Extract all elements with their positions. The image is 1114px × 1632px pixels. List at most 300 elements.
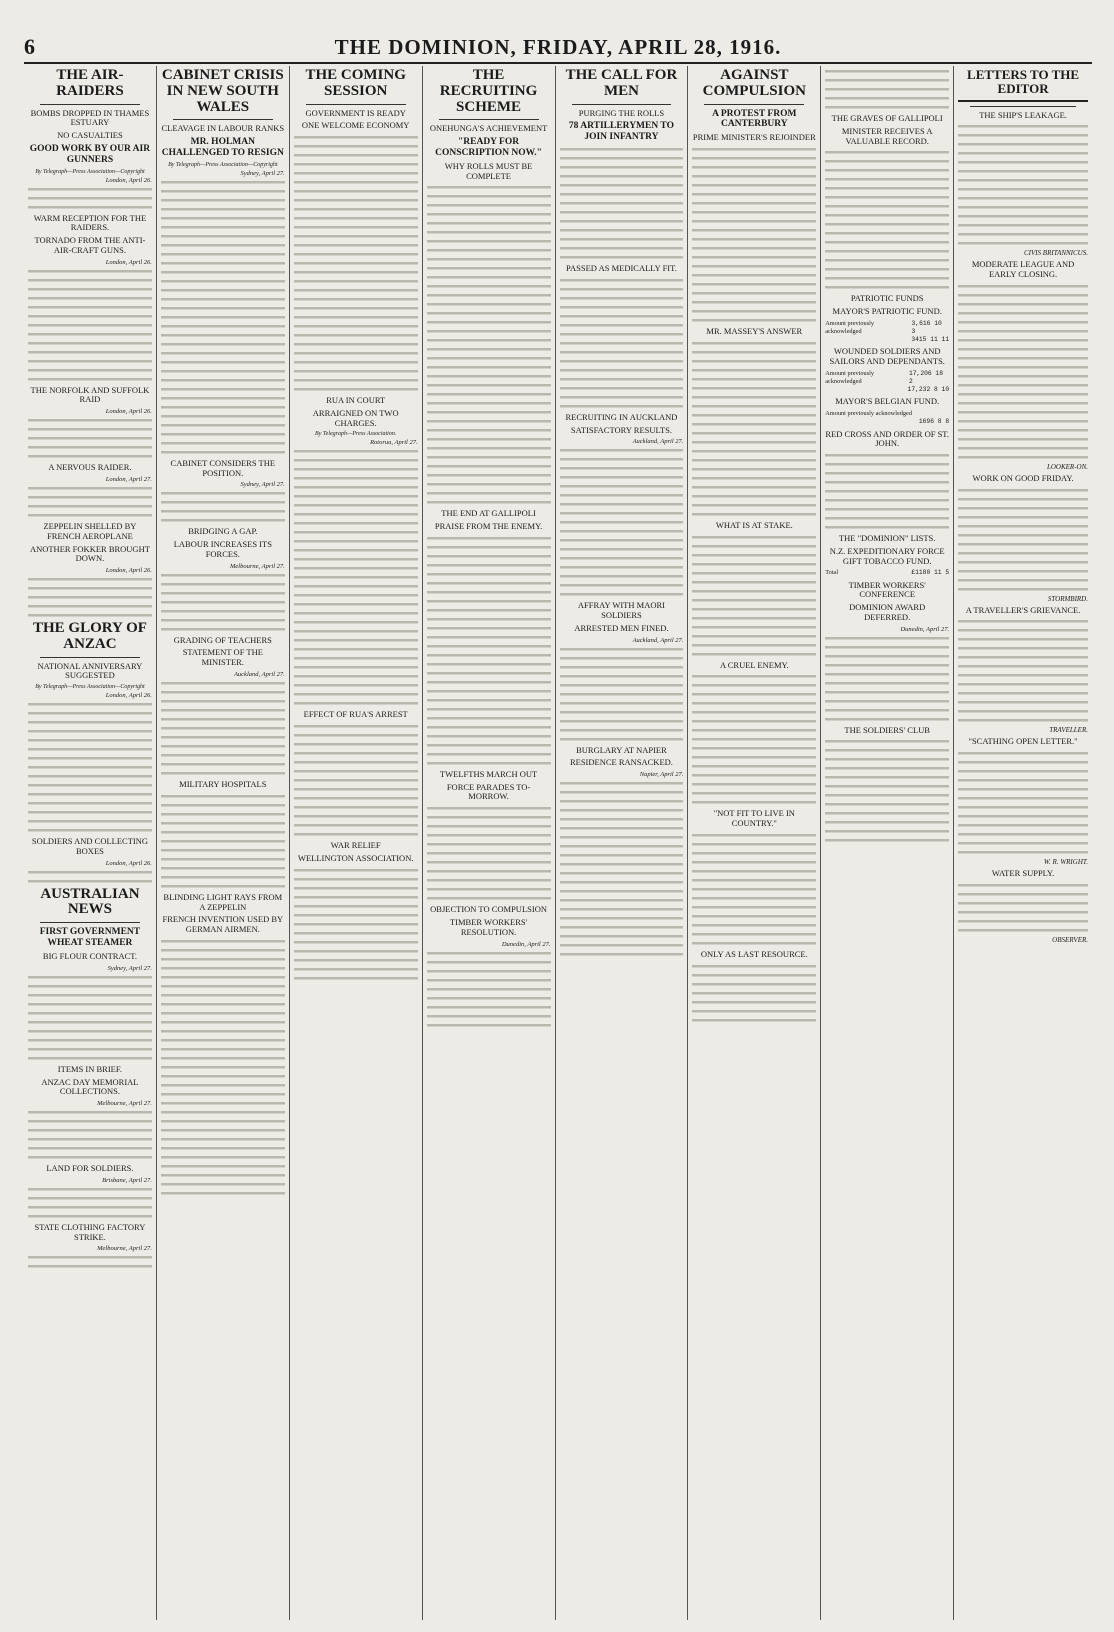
text-line [161,938,285,945]
text-line [28,1154,152,1161]
text-line [825,203,949,210]
text-line [692,709,816,716]
text-line [294,921,418,928]
text-line [560,924,684,931]
text-line [294,966,418,973]
deck: PASSED AS MEDICALLY FIT. [566,263,677,274]
text-line [294,655,418,662]
text-line [825,698,949,705]
text-line [560,555,684,562]
text-line [692,579,816,586]
text-line [958,532,1088,539]
text-line [161,260,285,267]
text-line [560,573,684,580]
text-line [560,888,684,895]
text-line [560,861,684,868]
text-line [294,323,418,330]
text-line [28,818,152,825]
text-line [161,1181,285,1188]
text-line [692,1017,816,1024]
text-line [560,173,684,180]
dateline: Sydney, April 27. [240,481,285,489]
text-line [427,472,551,479]
text-line [958,568,1088,575]
text-line [294,188,418,195]
deck: A CRUEL ENEMY. [719,659,789,670]
text-line [427,346,551,353]
text-line [161,341,285,348]
text-line [161,707,285,714]
fund-amount: 3415 11 11 [911,336,950,344]
text-line [28,782,152,789]
article-body [427,535,551,767]
deck: GOVERNMENT IS READY [305,107,406,118]
deck: "SCATHING OPEN LETTER." [968,736,1078,747]
text-line [294,475,418,482]
text-line [958,292,1088,299]
text-line [958,231,1088,238]
text-line [161,1037,285,1044]
deck: ONE WELCOME ECONOMY [301,120,410,131]
deck: RECRUITING IN AUCKLAND [565,411,678,422]
text-line [958,400,1088,407]
text-line [825,230,949,237]
letter-signature: TRAVELLER. [1049,726,1088,735]
text-line [958,159,1088,166]
text-line [28,719,152,726]
text-line [560,537,684,544]
text-line [161,599,285,606]
article-body [560,780,684,958]
text-line [28,612,152,619]
text-line [161,1064,285,1071]
text-line [560,655,684,662]
text-line [560,456,684,463]
text-line [958,541,1088,548]
deck: OBJECTION TO COMPULSION [430,904,547,915]
text-line [692,146,816,153]
divider [40,657,140,658]
text-line [294,691,418,698]
text-line [427,589,551,596]
text-line [161,413,285,420]
text-line [692,745,816,752]
text-line [692,263,816,270]
fund-label: Amount previously acknowledged [825,319,875,335]
text-line [692,457,816,464]
text-line [427,679,551,686]
headline: THE GLORY OF ANZAC [32,620,147,652]
text-line [161,1091,285,1098]
text-line [958,777,1088,784]
article-body [427,805,551,902]
text-line [28,1145,152,1152]
text-line [161,242,285,249]
text-line [161,581,285,588]
text-line [692,904,816,911]
text-line [28,186,152,193]
text-line [427,310,551,317]
text-line [294,583,418,590]
dateline: Dunedin, April 27. [501,940,551,948]
text-line [958,699,1088,706]
text-line [560,727,684,734]
text-line [692,394,816,401]
text-line [28,376,152,383]
text-line [427,742,551,749]
text-line [427,886,551,893]
text-line [692,218,816,225]
text-line [825,497,949,504]
deck: ONLY AS LAST RESOURCE. [700,948,808,959]
column-6 [688,66,821,1620]
text-line [28,512,152,519]
text-line [427,598,551,605]
text-line [161,770,285,777]
deck: A TRAVELLER'S GRIEVANCE. [965,604,1081,615]
text-line [560,870,684,877]
text-line [560,277,684,284]
text-line [692,877,816,884]
text-line [560,789,684,796]
headline: CABINET CRISIS IN NEW SOUTH WALES [161,67,284,115]
text-line [958,454,1088,461]
text-line [294,903,418,910]
text-line [161,188,285,195]
text-line [161,350,285,357]
text-line [427,292,551,299]
text-line [958,204,1088,211]
text-line [161,287,285,294]
text-line [427,895,551,902]
text-line [692,552,816,559]
article-body [28,701,152,834]
deck: BRIDGING A GAP. [188,526,258,537]
text-line [825,783,949,790]
text-line [28,1037,152,1044]
text-line [958,786,1088,793]
deck: EFFECT OF RUA'S ARREST [303,709,408,720]
text-line [692,308,816,315]
text-line [427,724,551,731]
text-line [427,256,551,263]
text-line [427,643,551,650]
columns [24,66,1092,1620]
article-body [28,869,152,885]
deck: ONEHUNGA'S ACHIEVEMENT [429,123,548,134]
text-line [28,1195,152,1202]
text-line [958,900,1088,907]
text-line [161,404,285,411]
text-line [958,708,1088,715]
deck: BIG FLOUR CONTRACT. [42,950,137,961]
divider [704,104,804,105]
text-line [692,754,816,761]
text-line [958,496,1088,503]
text-line [560,897,684,904]
article-body [958,487,1088,593]
text-line [825,212,949,219]
text-line [560,510,684,517]
text-line [958,577,1088,584]
article-body [825,635,949,723]
text-line [161,1100,285,1107]
text-line [958,346,1088,353]
divider [40,104,140,105]
deck: SOLDIERS AND COLLECTING BOXES [31,836,149,856]
text-line [427,859,551,866]
text-line [427,670,551,677]
fund-amount: 3,616 10 3 [911,319,942,335]
text-line [427,211,551,218]
text-line [825,221,949,228]
text-line [427,373,551,380]
text-line [692,588,816,595]
deck: RESIDENCE RANSACKED. [569,757,673,768]
text-line [958,559,1088,566]
text-line [560,942,684,949]
text-line [560,236,684,243]
deck: ARRESTED MEN FINED. [574,622,669,633]
text-line [28,791,152,798]
text-line [427,715,551,722]
text-line [692,736,816,743]
text-line [28,1019,152,1026]
text-line [294,601,418,608]
text-line [427,184,551,191]
text-line [560,492,684,499]
text-line [825,716,949,723]
deck: ARRAIGNED ON TWO CHARGES. [312,407,399,428]
text-line [825,756,949,763]
text-line [294,179,418,186]
text-line [161,1163,285,1170]
text-line [427,355,551,362]
text-line [161,680,285,687]
text-line [427,697,551,704]
article-body [161,938,285,1197]
text-line [692,1008,816,1015]
text-line [958,391,1088,398]
fund-amount: 17,232 8 10 [907,386,950,394]
text-line [958,849,1088,856]
text-line [294,341,418,348]
text-line [161,752,285,759]
text-line [28,746,152,753]
column-7 [821,66,954,1620]
text-line [427,463,551,470]
text-line [28,304,152,311]
text-line [825,644,949,651]
text-line [560,209,684,216]
text-line [825,792,949,799]
article-body [692,963,816,1024]
deck: THE END AT GALLIPOLI [441,508,536,519]
text-line [161,1082,285,1089]
text-line [161,1154,285,1161]
text-line [692,886,816,893]
text-line [958,355,1088,362]
dateline: London, April 26. [105,176,152,184]
text-line [560,915,684,922]
text-line [161,847,285,854]
text-line [294,664,418,671]
text-line [560,367,684,374]
text-line [161,431,285,438]
text-line [427,562,551,569]
text-line [692,691,816,698]
article-body [28,417,152,460]
subheadline: GOOD WORK BY OUR AIR GUNNERS [29,143,151,165]
text-line [427,877,551,884]
text-line [28,728,152,735]
text-line [28,1109,152,1116]
text-line [28,340,152,347]
dateline: Rotorua, April 27. [370,439,418,447]
text-line [692,367,816,374]
letter-signature: CIVIS BRITANNICUS. [1023,249,1088,258]
text-line [427,499,551,506]
text-line [427,193,551,200]
text-line [161,617,285,624]
text-line [294,269,418,276]
text-line [825,837,949,844]
text-line [560,385,684,392]
article-body [161,179,285,456]
text-line [692,299,816,306]
text-line [427,977,551,984]
text-line [161,1055,285,1062]
text-line [294,682,418,689]
headline: THE AIR-RAIDERS [56,67,124,99]
text-line [28,453,152,460]
text-line [161,838,285,845]
deck: DOMINION AWARD DEFERRED. [849,602,926,622]
text-line [958,514,1088,521]
text-line [560,164,684,171]
text-line [958,654,1088,661]
dateline: Melbourne, April 27. [229,562,285,570]
text-line [294,948,418,955]
dateline: London, April 26. [105,408,152,416]
text-line [958,328,1088,335]
deck: BLINDING LIGHT RAYS FROM A ZEPPELIN [163,891,283,912]
text-line [560,673,684,680]
text-line [427,238,551,245]
text-line [958,418,1088,425]
text-line [294,287,418,294]
text-line [692,493,816,500]
text-line [560,807,684,814]
page-number: 6 [24,34,35,59]
text-line [28,322,152,329]
text-line [161,874,285,881]
text-line [692,763,816,770]
text-line [692,317,816,324]
text-line [294,876,418,883]
text-line [427,706,551,713]
text-line [28,1213,152,1220]
text-line [427,760,551,767]
text-line [294,493,418,500]
text-line [161,278,285,285]
dateline: London, April 26. [105,258,152,266]
text-line [958,822,1088,829]
text-line [958,150,1088,157]
text-line [560,564,684,571]
text-line [294,197,418,204]
fund-row [825,336,949,344]
text-line [692,182,816,189]
text-line [28,1118,152,1125]
text-line [825,635,949,642]
text-line [28,809,152,816]
text-line [161,974,285,981]
text-line [692,200,816,207]
dateline: London, April 26. [105,567,152,575]
section-title: LETTERS TO THE EDITOR [958,68,1088,102]
text-line [161,1046,285,1053]
text-line [294,750,418,757]
text-line [692,673,816,680]
text-line [560,879,684,886]
text-line [560,465,684,472]
text-line [28,1127,152,1134]
text-line [294,233,418,240]
deck: TORNADO FROM THE ANTI-AIR-CRAFT GUNS. [34,235,146,255]
text-line [28,1204,152,1211]
text-line [825,810,949,817]
text-line [28,1001,152,1008]
text-line [161,490,285,497]
text-line [958,222,1088,229]
text-line [294,484,418,491]
byline: By Telegraph—Press Association—Copyright [35,684,145,691]
text-line [427,265,551,272]
text-line [28,358,152,365]
text-line [958,882,1088,889]
text-line [294,574,418,581]
text-line [692,164,816,171]
text-line [958,301,1088,308]
text-line [427,607,551,614]
text-line [28,313,152,320]
text-line [692,511,816,518]
text-line [692,403,816,410]
text-line [560,474,684,481]
text-line [161,1028,285,1035]
text-line [560,218,684,225]
deck: TWELFTHS MARCH OUT [439,768,538,779]
dateline: Melbourne, April 27. [97,1100,152,1108]
text-line [161,956,285,963]
text-line [294,448,418,455]
text-line [294,741,418,748]
text-line [692,475,816,482]
dateline: Sydney, April 27. [240,169,285,177]
article-body [161,793,285,890]
text-line [825,194,949,201]
text-line [294,386,418,393]
text-line [28,295,152,302]
text-line [692,931,816,938]
text-line [560,591,684,598]
text-line [692,155,816,162]
deck: THE SOLDIERS' CLUB [844,724,930,735]
text-line [560,582,684,589]
text-line [560,376,684,383]
text-line [560,182,684,189]
